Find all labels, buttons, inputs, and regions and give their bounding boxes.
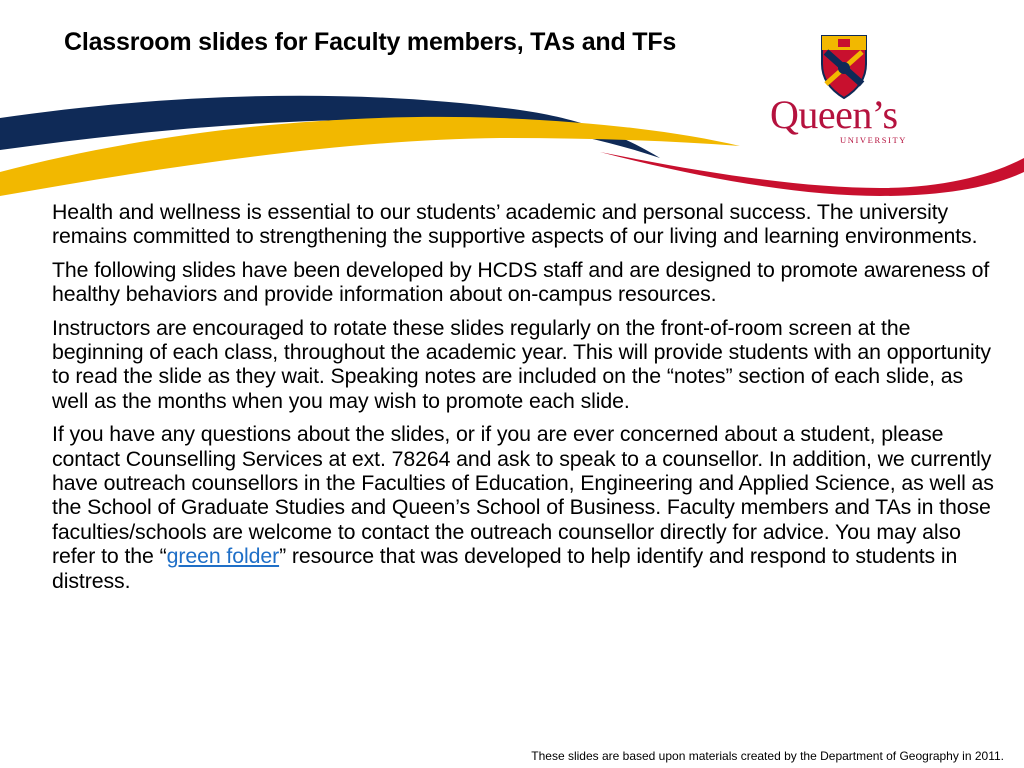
university-label: UNIVERSITY (840, 135, 907, 145)
queens-crest-icon (818, 34, 870, 100)
questions-text-end: ” resource that was developed to help identify and respond to students in distress. (52, 544, 958, 593)
green-folder-link[interactable]: green folder (166, 544, 280, 569)
paragraph-hcds: The following slides have been developed by HCDS staff and are designed to promote awareness of healthy behaviors and provide information about on-campus resources. (52, 257, 990, 307)
paragraph-questions (52, 422, 997, 593)
questions-text: If you have any questions about the slides, or if you are ever concerned about a student, please contact Counselling Services at ext. 78264 and ask to speak to a counsellor. In addition, we currently have outreach counsellors in the Faculties of Education, Engineering and Applied Science, as well as the School of Graduate Studies and Queen’s School of Business. Faculty members and TAs in those faculties/schools are welcome to contact the outreach counsellor directly for advice. You may also refer to the “ (52, 422, 994, 569)
red-swoosh (600, 152, 1024, 196)
paragraph-instructors: Instructors are encouraged to rotate these slides regularly on the front-of-room screen at the beginning of each class, throughout the academic year. This will provide students with an opportunity to read the slide as they wait. Speaking notes are included on the “notes” section of each slide, as well as the months when you may wish to promote each slide. (52, 315, 991, 413)
slide-body (52, 200, 997, 602)
queens-wordmark: Queen’s (770, 92, 898, 137)
slide-title: Classroom slides for Faculty members, TAs and TFs (64, 28, 677, 56)
footer-note: These slides are based upon materials created by the Department of Geography in 2011. (531, 749, 1004, 763)
paragraph-wellness: Health and wellness is essential to our students’ academic and personal success. The university remains committed to strengthening the supportive aspects of our living and learning environments. (52, 200, 978, 249)
